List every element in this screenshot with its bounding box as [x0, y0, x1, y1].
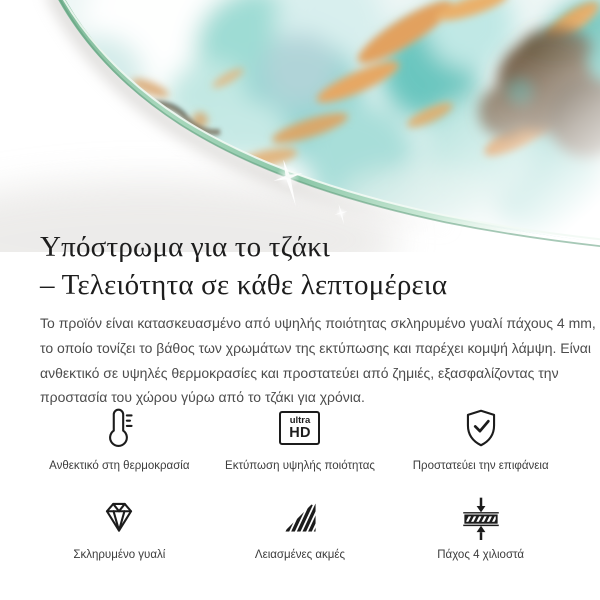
page-title-line1: Υπόστρωμα για το τζάκι [40, 231, 331, 263]
diamond-icon [96, 493, 142, 541]
feature-tempered-glass [34, 493, 205, 562]
feature-label: Λειασμένες ακμές [254, 549, 346, 561]
product-description [40, 311, 596, 410]
thermometer-icon [96, 404, 142, 452]
description-line: το οποίο τονίζει το βάθος των χρωμάτων της εκτύπωσης και παρέχει κομψή λάμψη. Είναι [40, 339, 591, 356]
description-line: ανθεκτικό σε υψηλές θερμοκρασίες και προστατεύει από ζημιές, εξασφαλίζοντας την [40, 364, 559, 381]
feature-label: Πάχος 4 χιλιοστά [437, 549, 525, 561]
polished-edges-icon [277, 493, 323, 541]
description-line: προστασία του χώρου γύρω από το τζάκι για χρόνια. [40, 389, 365, 406]
page-title [40, 228, 447, 304]
feature-thickness [395, 493, 566, 562]
feature-label: Προστατεύει την επιφάνεια [412, 460, 549, 472]
feature-temperature [34, 404, 205, 473]
shield-check-icon [458, 404, 504, 452]
feature-print-quality [215, 404, 386, 473]
feature-label: Ανθεκτικό στη θερμοκρασία [49, 460, 190, 472]
ultra-hd-icon-text-top: ultra [289, 414, 311, 426]
feature-polished-edges [215, 493, 386, 562]
product-image [0, 0, 600, 252]
features-grid [34, 404, 566, 562]
page-title-line2: – Τελειότητα σε κάθε λεπτομέρεια [40, 269, 448, 301]
thickness-arrows-icon [458, 493, 504, 541]
feature-protection [395, 404, 566, 473]
description-line: Το προϊόν είναι κατασκευασμένο από υψηλής ποιότητας σκληρυμένο γυαλί πάχους 4 mm, [40, 315, 596, 331]
ultra-hd-icon [279, 404, 320, 452]
feature-label: Εκτύπωση υψηλής ποιότητας [225, 460, 375, 472]
ultra-hd-icon-text-bottom: HD [289, 424, 311, 441]
feature-label: Σκληρυμένο γυαλί [73, 549, 166, 561]
